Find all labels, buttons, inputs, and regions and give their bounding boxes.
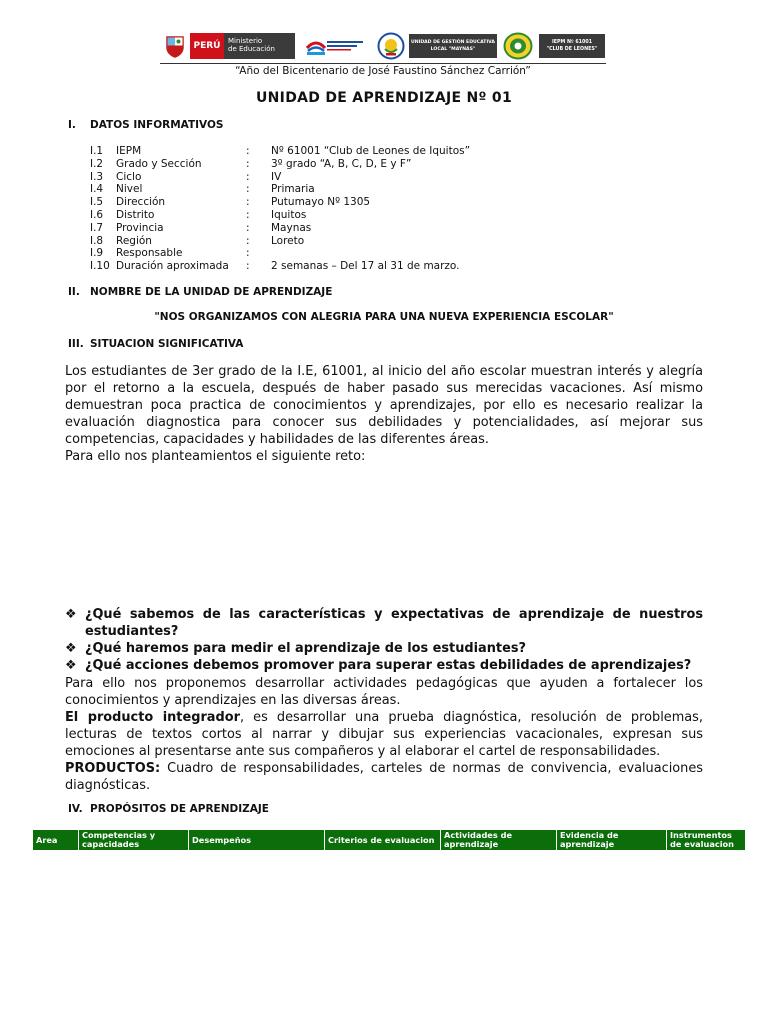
situation-reto: Para ello nos planteamientos el siguiente reto: xyxy=(65,449,366,464)
diamond-bullet-icon: ❖ xyxy=(65,658,77,673)
year-motto: “Año del Bicentenario de José Faustino Sánchez Carrión” xyxy=(235,65,531,77)
table-row xyxy=(90,196,531,209)
column-header-criterios: Criterios de evaluacion xyxy=(325,830,441,851)
peru-shield-icon xyxy=(160,33,190,59)
datos-n: I.7 xyxy=(90,221,104,234)
datos-label: Ciclo xyxy=(116,170,142,183)
table-row xyxy=(90,145,531,158)
table-row xyxy=(90,209,531,222)
datos-n: I.3 xyxy=(90,170,104,183)
table-row xyxy=(90,158,531,171)
datos-n: I.4 xyxy=(90,183,104,196)
datos-value: Maynas xyxy=(271,221,312,234)
datos-sep: : xyxy=(246,196,250,209)
datos-value: 3º grado “A, B, C, D, E y F” xyxy=(271,157,412,170)
datos-sep: : xyxy=(246,183,250,196)
datos-label: Región xyxy=(116,234,152,247)
table-row xyxy=(90,260,531,273)
ministry-logo xyxy=(160,33,295,59)
datos-value xyxy=(271,247,531,260)
ugel-label-box: UNIDAD DE GESTIÓN EDUCATIVA LOCAL "MAYNAS" xyxy=(409,34,497,58)
datos-sep: : xyxy=(246,145,250,157)
datos-sep: : xyxy=(246,221,250,234)
column-header-competencias: Competencias y capacidades xyxy=(79,830,189,851)
section-heading-datos: I. DATOS INFORMATIVOS xyxy=(68,119,224,131)
datos-n: I.6 xyxy=(90,208,104,221)
diamond-bullet-icon: ❖ xyxy=(65,641,77,656)
header-rule xyxy=(160,63,606,64)
datos-n: I.8 xyxy=(90,234,104,247)
document-title: UNIDAD DE APRENDIZAJE Nº 01 xyxy=(256,90,512,106)
datos-value: Primaria xyxy=(271,183,315,196)
column-header-desempenos: Desempeños xyxy=(189,830,325,851)
column-header-instrumentos: Instrumentos de evaluacion xyxy=(667,830,746,851)
datos-label: Distrito xyxy=(116,208,155,221)
table-row xyxy=(90,235,531,248)
datos-sep: : xyxy=(246,170,250,183)
proposal-paragraph: Para ello nos proponemos desarrollar actividades pedagógicas que ayuden a fortalecer los conocimientos y aprendizajes en las diversas áreas. xyxy=(65,676,703,708)
column-header-actividades: Actividades de aprendizaje xyxy=(441,830,557,851)
ministry-name: Ministerio de Educación xyxy=(224,33,295,59)
propositos-table xyxy=(32,829,746,851)
column-header-evidencia: Evidencia de aprendizaje xyxy=(557,830,667,851)
datos-value: Putumayo Nº 1305 xyxy=(271,196,371,209)
peru-label: PERÚ xyxy=(190,33,224,59)
section-heading-propositos: IV. PROPÓSITOS DE APRENDIZAJE xyxy=(68,803,269,815)
datos-n: I.5 xyxy=(90,196,104,209)
datos-label: Responsable xyxy=(116,247,183,260)
school-label-box: IEPM Nº 61001 "CLUB DE LEONES" xyxy=(539,34,605,58)
datos-value: 2 semanas – Del 17 al 31 de marzo. xyxy=(271,260,460,273)
datos-sep: : xyxy=(246,247,250,260)
list-item: ❖ ¿Qué sabemos de las características y expectativas de aprendizaje de nuestros estudiantes? xyxy=(65,607,703,639)
question-list xyxy=(65,606,703,674)
datos-label: Provincia xyxy=(116,221,164,234)
datos-informativos-list xyxy=(90,145,531,273)
datos-sep: : xyxy=(246,157,250,170)
diamond-bullet-icon: ❖ xyxy=(65,607,77,622)
datos-sep: : xyxy=(246,234,250,247)
regional-text-icon xyxy=(327,39,365,53)
column-header-area: Area xyxy=(33,830,79,851)
section-heading-situacion: III. SITUACION SIGNIFICATIVA xyxy=(68,338,244,350)
list-item: ❖ ¿Qué acciones debemos promover para superar estas debilidades de aprendizajes? xyxy=(65,658,692,673)
table-row xyxy=(90,222,531,235)
table-row xyxy=(90,171,531,184)
table-row xyxy=(90,247,531,260)
productos-paragraph: PRODUCTOS: Cuadro de responsabilidades, carteles de normas de convivencia, evaluaciones diagnósticas. xyxy=(65,761,703,793)
school-emblem-icon xyxy=(503,32,533,60)
datos-n: I.10 xyxy=(90,260,110,273)
regional-logo xyxy=(305,33,369,59)
datos-label: Grado y Sección xyxy=(116,157,202,170)
datos-sep: : xyxy=(246,208,250,221)
situation-paragraph: Los estudiantes de 3er grado de la I.E, 61001, al inicio del año escolar muestran interés y alegría por el retorno a la escuela, después de haber pasado sus merecidas vacaciones. Así mismo demuestran poca practica de conocimientos y aprendizajes, por ello es necesario realizar la evaluación diagnostica para conocer sus debilidades y potencialidades, así mejorar sus competencias, capacidades y habilidades de las diferentes áreas. xyxy=(65,364,703,447)
datos-n: I.9 xyxy=(90,247,104,260)
datos-value: Loreto xyxy=(271,234,305,247)
section-heading-nombre: II. NOMBRE DE LA UNIDAD DE APRENDIZAJE xyxy=(68,286,333,298)
datos-value: Nº 61001 “Club de Leones de Iquitos” xyxy=(271,145,471,157)
datos-sep: : xyxy=(246,260,250,273)
table-row xyxy=(90,183,531,196)
datos-value: IV xyxy=(271,170,282,183)
list-item: ❖ ¿Qué haremos para medir el aprendizaje de los estudiantes? xyxy=(65,641,526,656)
unit-name: "NOS ORGANIZAMOS CON ALEGRIA PARA UNA NUEVA EXPERIENCIA ESCOLAR" xyxy=(154,311,614,323)
regional-emblem-icon xyxy=(305,36,327,56)
ugel-emblem-icon xyxy=(377,32,405,60)
datos-label: IEPM xyxy=(116,145,142,157)
header-logos xyxy=(160,32,606,60)
table-header-row xyxy=(33,830,746,851)
datos-value: Iquitos xyxy=(271,208,307,221)
datos-n: I.1 xyxy=(90,145,104,157)
datos-label: Nivel xyxy=(116,183,143,196)
datos-label: Dirección xyxy=(116,196,166,209)
datos-label: Duración aproximada xyxy=(116,260,229,273)
producto-paragraph: El producto integrador, es desarrollar una prueba diagnóstica, resolución de problemas, lecturas de textos cortos al narrar y dibujar sus experiencias vacacionales, expresan sus emociones al presentarse ante sus compañeros y al elaborar el cartel de responsabilidades. xyxy=(65,710,703,759)
datos-n: I.2 xyxy=(90,157,104,170)
